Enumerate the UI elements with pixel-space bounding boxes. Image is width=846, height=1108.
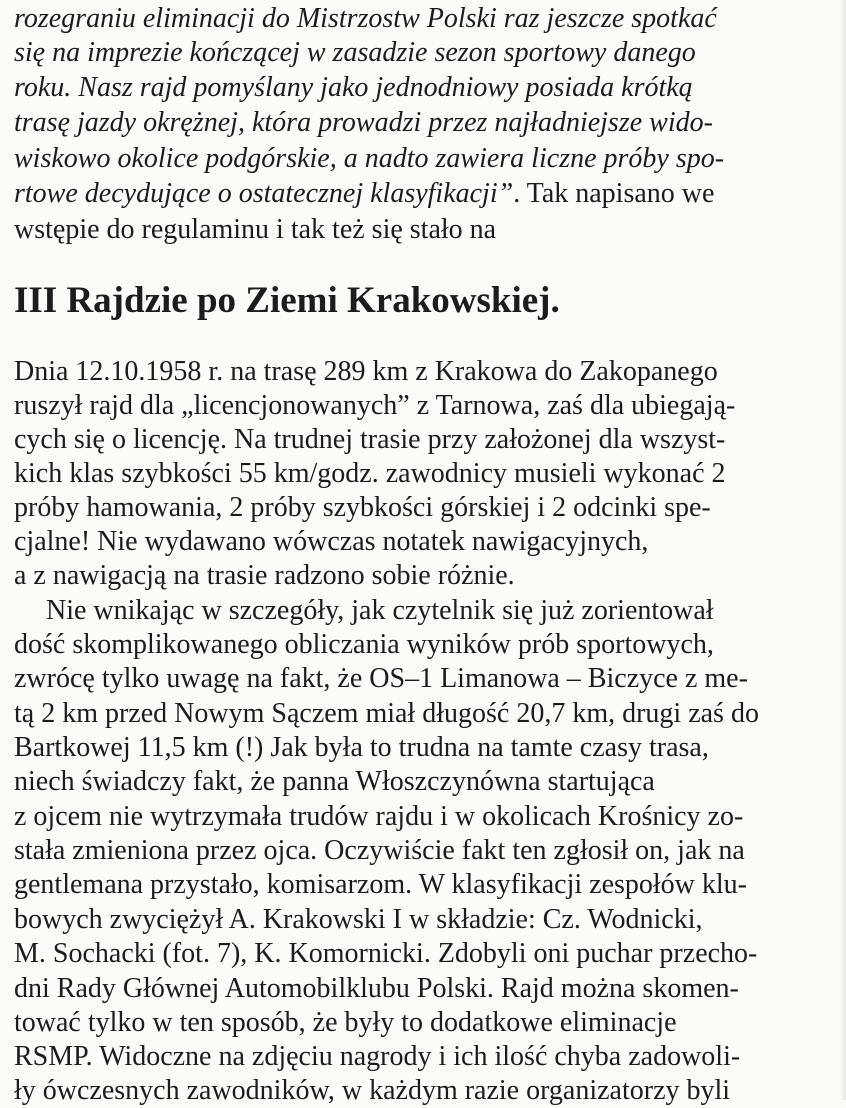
body-line-15: stała zmieniona przez ojca. Oczywiście fakt ten zgłosił on, jak na	[14, 835, 745, 866]
intro-line-4	[14, 106, 713, 140]
body-line-10: zwrócę tylko uwagę na fakt, że OS–1 Limanowa – Biczyce z me-	[14, 663, 748, 694]
intro-line-5-text: wiskowo okolice podgórskie, a nadto zawiera liczne próby spo-	[14, 143, 725, 174]
intro-line-7-text: wstępie do regulaminu i tak też się stało na	[14, 214, 497, 245]
intro-line-5	[14, 142, 724, 176]
body-line-21: RSMP. Widoczne na zdjęciu nagrody i ich ilość chyba zadowoli-	[14, 1041, 741, 1072]
body-line-3: cych się o licencję. Na trudnej trasie przy założonej dla wszyst-	[14, 424, 726, 455]
intro-line-6-text: . Tak napisano we	[513, 178, 715, 209]
intro-line-3-text: roku. Nasz rajd pomyślany jako jednodniowy posiada krótką	[14, 72, 693, 103]
body-line-6: cjalne! Nie wydawano wówczas notatek nawigacyjnych,	[14, 526, 649, 557]
body-line-14: z ojcem nie wytrzymała trudów rajdu i w okolicach Krośnicy zo-	[14, 801, 744, 832]
intro-line-6	[14, 177, 714, 211]
intro-line-7	[14, 213, 496, 247]
intro-line-1-text: rozegraniu eliminacji do Mistrzostw Polski raz jeszcze spotkać	[14, 3, 717, 34]
body-line-8: Nie wnikając w szczegóły, jak czytelnik się już zorientował	[46, 595, 714, 626]
body-line-16: gentlemana przystało, komisarzom. W klasyfikacji zespołów klu-	[14, 869, 747, 900]
intro-line-2	[14, 36, 696, 70]
body-line-13: niech świadczy fakt, że panna Włoszczynówna startująca	[14, 766, 655, 797]
body-line-4: kich klas szybkości 55 km/godz. zawodnicy musieli wykonać 2	[14, 458, 726, 489]
page-edge-shadow	[840, 0, 846, 1100]
body-line-17: bowych zwyciężył A. Krakowski I w składzie: Cz. Wodnicki,	[14, 904, 703, 935]
body-line-19: dni Rady Głównej Automobilklubu Polski. Rajd można skomen-	[14, 973, 739, 1004]
intro-line-1	[14, 2, 717, 36]
body-line-18: M. Sochacki (fot. 7), K. Komornicki. Zdobyli oni puchar przecho-	[14, 938, 758, 969]
intro-line-4-text: trasę jazdy okrężnej, która prowadzi przez najładniejsze wido-	[14, 107, 713, 138]
section-heading: III Rajdzie po Ziemi Krakowskiej.	[14, 280, 560, 321]
body-line-5: próby hamowania, 2 próby szybkości górskiej i 2 odcinki spe-	[14, 492, 711, 523]
body-line-22: ły ówczesnych zawodników, w każdym razie organizatorzy byli	[14, 1075, 731, 1106]
body-line-2: ruszył rajd dla „licencjonowanych” z Tarnowa, zaś dla ubiegają-	[14, 390, 736, 421]
intro-line-6-quote: rtowe decydujące o ostatecznej klasyfikacji”	[14, 178, 514, 209]
intro-line-2-text: się na imprezie kończącej w zasadzie sezon sportowy danego	[14, 37, 696, 68]
body-line-12: Bartkowej 11,5 km (!) Jak była to trudna na tamte czasy trasa,	[14, 732, 709, 763]
body-line-11: tą 2 km przed Nowym Sączem miał długość 20,7 km, drugi zaś do	[14, 698, 759, 729]
body-line-1: Dnia 12.10.1958 r. na trasę 289 km z Krakowa do Zakopanego	[14, 356, 718, 387]
intro-line-3	[14, 71, 693, 105]
body-line-7: a z nawigacją na trasie radzono sobie różnie.	[14, 560, 515, 591]
body-line-9: dość skomplikowanego obliczania wyników prób sportowych,	[14, 629, 714, 660]
body-line-20: tować tylko w ten sposób, że były to dodatkowe eliminacje	[14, 1007, 677, 1038]
